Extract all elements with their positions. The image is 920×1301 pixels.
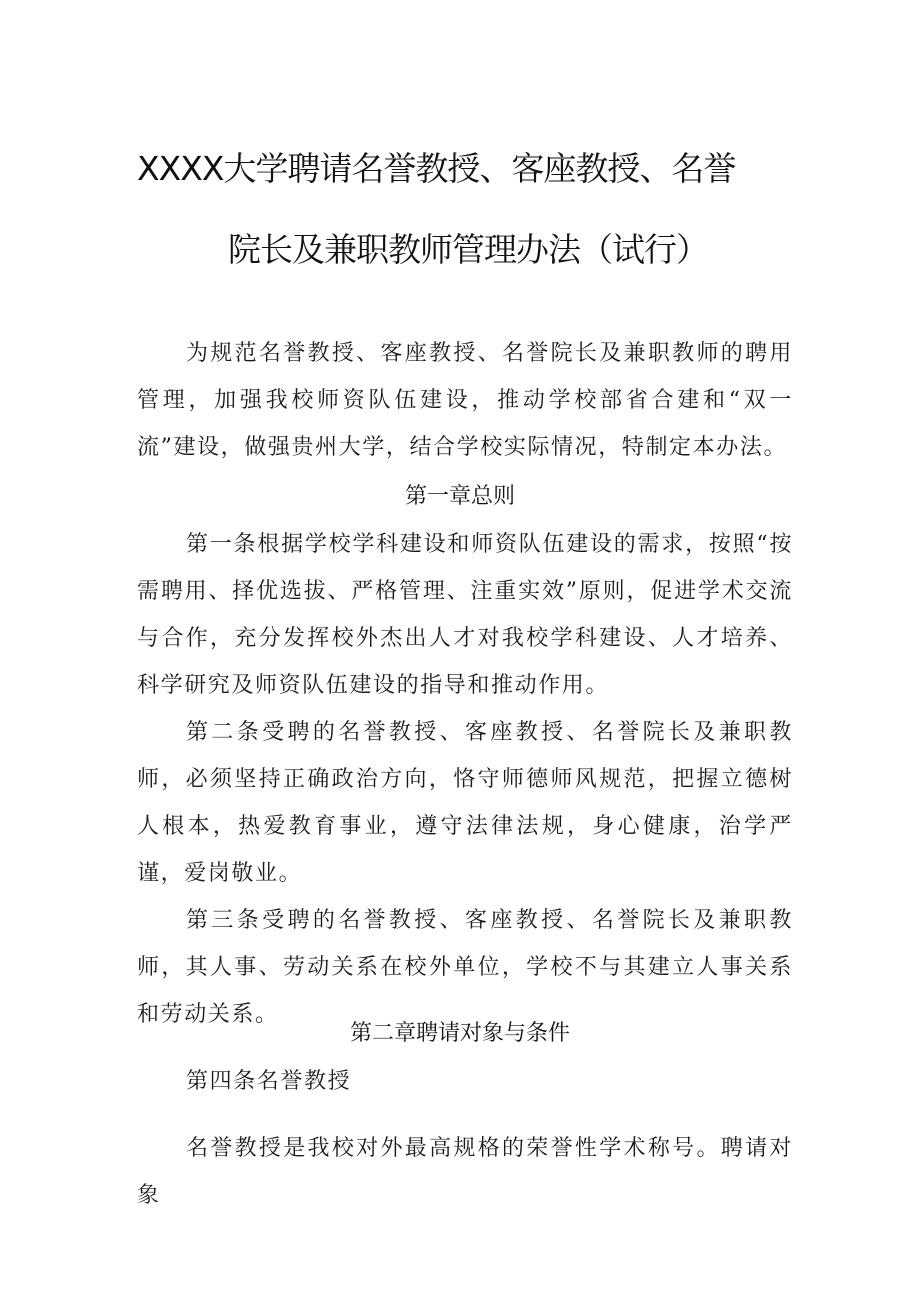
article-1-paragraph: 第一条根据学校学科建设和师资队伍建设的需求，按照“按需聘用、择优选拔、严格管理、注重实效”原则，促进学术交流与合作，充分发挥校外杰出人才对我校学科建设、人才培养、科学研究及师资队伍建设的指导和推动作用。 [137, 532, 793, 698]
article-4-title: 第四条名誉教授 [186, 1069, 352, 1094]
article-2-paragraph: 第二条受聘的名誉教授、客座教授、名誉院长及兼职教师，必须坚持正确政治方向，恪守师德师风规范，把握立德树人根本，热爱教育事业，遵守法律法规，身心健康，治学严谨，爱岗敬业。 [137, 720, 793, 886]
chapter-2-heading: 第二章聘请对象与条件 [349, 1021, 570, 1046]
chapter-1-section [137, 521, 793, 1038]
article-4-paragraph: 名誉教授是我校对外最高规格的荣誉性学术称号。聘请对象 [137, 1136, 793, 1208]
chapter-1-heading: 第一章总则 [404, 484, 515, 509]
chapter-2-section [137, 1058, 793, 1219]
document-title-line-2: 院长及兼职教师管理办法（试行） [228, 230, 708, 269]
document-title-line-1: XXXX大学聘请名誉教授、客座教授、名誉 [137, 149, 736, 188]
preamble-paragraph: 为规范名誉教授、客座教授、名誉院长及兼职教师的聘用管理，加强我校师资队伍建设，推动学校部省合建和“双一流”建设，做强贵州大学，结合学校实际情况，特制定本办法。 [137, 341, 793, 460]
article-3-paragraph: 第三条受聘的名誉教授、客座教授、名誉院长及兼职教师，其人事、劳动关系在校外单位，学校不与其建立人事关系和劳动关系。 [137, 908, 793, 1027]
preamble-section [137, 330, 793, 471]
